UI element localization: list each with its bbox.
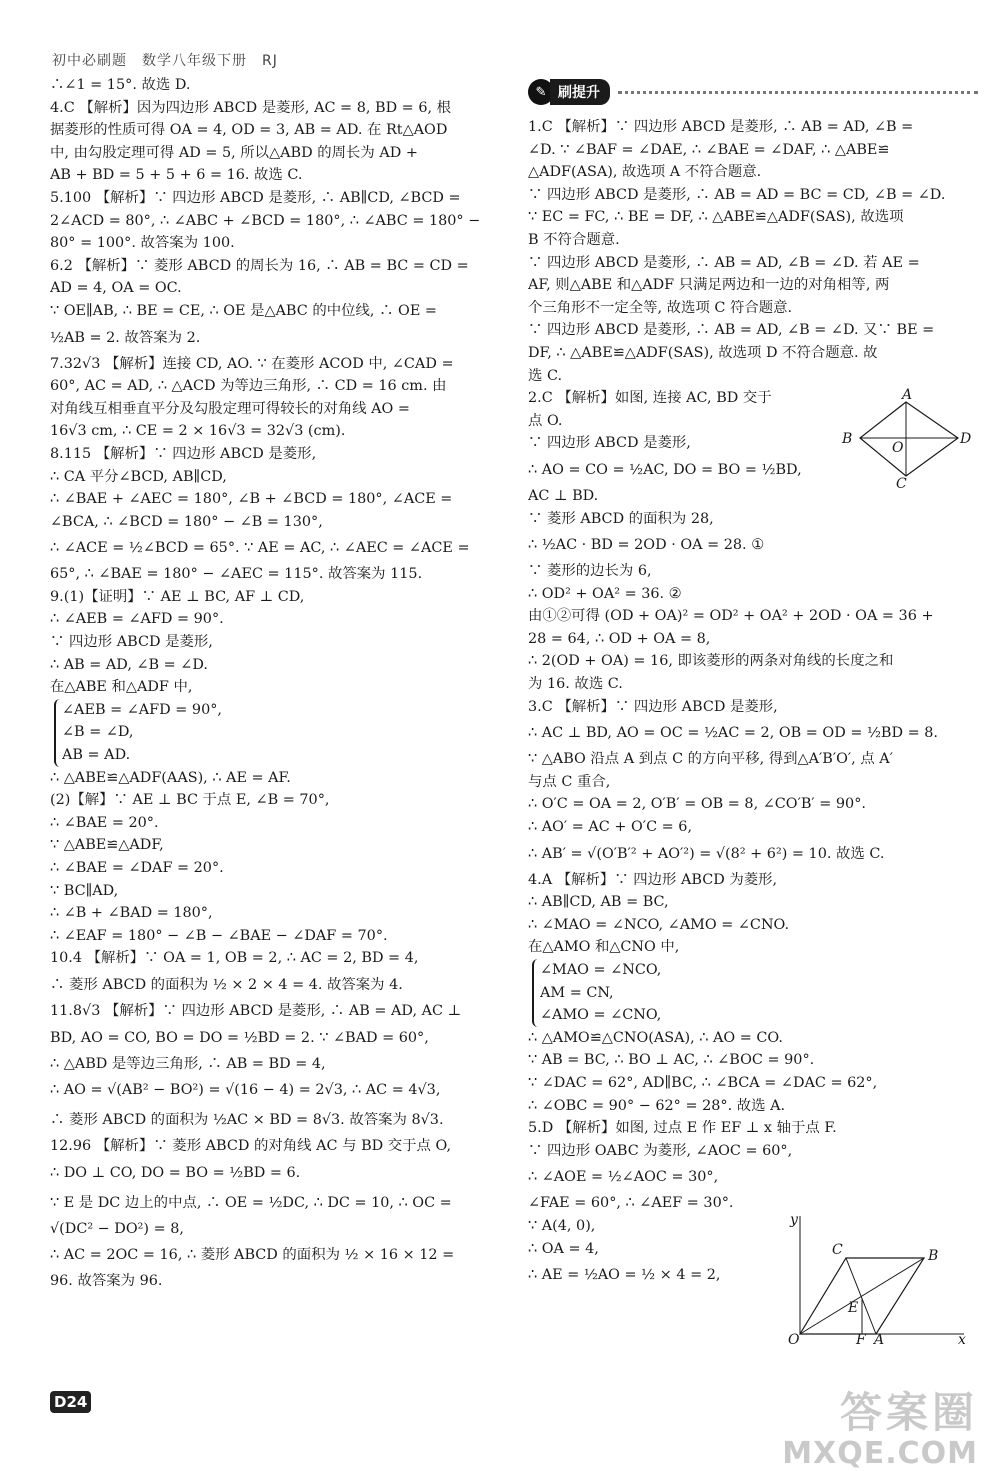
answer-line: ∵ ∠DAC = 62°, AD∥BC, ∴ ∠BCA = ∠DAC = 62°, <box>528 1074 878 1091</box>
answer-line: ∵ A(4, 0), <box>528 1217 596 1234</box>
answer-line: 60°, AC = AD, ∴ △ACD 为等边三角形, ∴ CD = 16 cm. 由 <box>50 378 447 395</box>
answer-line: ∠FAE = 60°, ∴ ∠AEF = 30°. <box>528 1195 734 1212</box>
answer-line: ∵ △ABO 沿点 A 到点 C 的方向平移, 得到△A′B′O′, 点 A′ <box>528 751 893 768</box>
answer-line: ∴ ∠EAF = 180° − ∠B − ∠BAE − ∠DAF = 70°. <box>50 927 388 944</box>
right-column <box>528 116 970 1290</box>
answer-line: 在△ABE 和△ADF 中, <box>50 679 193 696</box>
answer-line: 9.(1)【证明】∵ AE ⊥ BC, AF ⊥ CD, <box>50 588 305 605</box>
page-header: 初中必刷题 数学八年级下册 RJ <box>52 53 278 69</box>
answer-line: 2∠ACD = 80°, ∴ ∠ABC + ∠BCD = 180°, ∴ ∠ABC = 180° − <box>50 212 481 229</box>
answer-line: ∵ 四边形 ABCD 是菱形, ∴ AB = AD, ∠B = ∠D. 又∵ BE = <box>528 322 935 339</box>
answer-line: 个三角形不一定全等, 故选项 C 符合题意. <box>528 299 793 316</box>
label-c: C <box>896 476 907 488</box>
answer-line: 1.C 【解析】∵ 四边形 ABCD 是菱形, ∴ AB = AD, ∠B = <box>528 119 914 135</box>
answer-line: ∵ 四边形 ABCD 是菱形, ∴ AB = AD = BC = CD, ∠B = ∠D. <box>528 186 946 203</box>
answer-line: ∴ △ABD 是等边三角形, ∴ AB = BD = 4, <box>50 1055 326 1072</box>
answer-line: 96. 故答案为 96. <box>50 1273 163 1290</box>
answer-line: ∴ AB′ = √(O′B′² + AO′²) = √(8² + 6²) = 10. 故选 C. <box>528 845 885 862</box>
answer-line: AF, 则△ABE 和△ADF 只满足两边和一边的对角相等, 两 <box>528 277 890 294</box>
label-b: B <box>842 431 853 447</box>
answer-line: 28 = 64, ∴ OD + OA = 8, <box>528 630 711 647</box>
answer-line: AM = CN, <box>540 984 614 1001</box>
answer-line: ∴ ∠BAE + ∠AEC = 180°, ∠B + ∠BCD = 180°, ∠ACE = <box>50 491 453 508</box>
answer-line: 80° = 100°. 故答案为 100. <box>50 235 235 252</box>
answer-line: ∴ ½AC · BD = 2OD · OA = 28. ① <box>528 537 765 554</box>
answer-line: ∴ ∠BAE = 20°. <box>50 814 159 831</box>
answer-line: 10.4 【解析】∵ OA = 1, OB = 2, ∴ AC = 2, BD = 4, <box>50 950 419 967</box>
answer-line: AD = 4, OA = OC. <box>50 280 182 297</box>
answer-line: 12.96 【解析】∵ 菱形 ABCD 的对角线 AC 与 BD 交于点 O, <box>50 1138 452 1155</box>
answer-line: 中, 由勾股定理可得 AD = 5, 所以△ABD 的周长为 AD + <box>50 144 418 161</box>
answer-line: ∴ AB∥CD, AB = BC, <box>528 894 669 911</box>
answer-line: B 不符合题意. <box>528 231 620 248</box>
answer-line: ∴ ∠BAE = ∠DAF = 20°. <box>50 860 224 876</box>
answer-line: 8.115 【解析】∵ 四边形 ABCD 是菱形, <box>50 445 317 462</box>
answer-line: ∴ ∠AOE = ½∠AOC = 30°, <box>528 1169 719 1186</box>
answer-line: ∵ 四边形 ABCD 是菱形, <box>50 634 213 651</box>
answer-line: ∴ ∠ACE = ½∠BCD = 65°. ∵ AE = AC, ∴ ∠AEC = ∠ACE = <box>50 540 470 557</box>
answer-line: 16√3 cm, ∴ CE = 2 × 16√3 = 32√3 (cm). <box>50 423 346 440</box>
answer-line: 4.C 【解析】因为四边形 ABCD 是菱形, AC = 8, BD = 6, 根 <box>50 99 452 116</box>
label-e: E <box>848 1300 859 1316</box>
page-number-tag: D24 <box>50 1391 91 1413</box>
answer-line: ∴ 2(OD + OA) = 16, 即该菱形的两条对角线的长度之和 <box>528 653 894 670</box>
section-badge <box>528 78 978 106</box>
watermark <box>782 1380 978 1471</box>
answer-line: DF, ∴ △ABE≌△ADF(SAS), 故选项 D 不符合题意. 故 <box>528 344 878 361</box>
answer-line: ∴ AC ⊥ BD, AO = OC = ½AC = 2, OB = OD = ½BD = 8. <box>528 725 938 742</box>
answer-line: ∴ CA 平分∠BCD, AB∥CD, <box>50 468 227 485</box>
answer-line: 2.C 【解析】如图, 连接 AC, BD 交于 <box>528 390 772 407</box>
answer-line: AB + BD = 5 + 5 + 6 = 16. 故选 C. <box>50 167 303 184</box>
label-a: A <box>902 388 913 403</box>
rhombus-outline <box>860 402 958 476</box>
label-o: O <box>892 440 904 456</box>
answer-line: 选 C. <box>528 367 563 384</box>
label-y: y <box>790 1212 798 1228</box>
answer-line: ∵ 菱形 ABCD 的面积为 28, <box>528 510 714 527</box>
answer-line: 65°, ∴ ∠BAE = 180° − ∠AEC = 115°. 故答案为 115. <box>50 566 423 583</box>
answer-line: ∵ 四边形 OABC 为菱形, ∠AOC = 60°, <box>528 1142 793 1159</box>
answer-line: ∵ AB = BC, ∴ BO ⊥ AC, ∴ ∠BOC = 90°. <box>528 1052 815 1069</box>
answer-line: 6.2 【解析】∵ 菱形 ABCD 的周长为 16, ∴ AB = BC = CD = <box>50 257 469 274</box>
answer-line: ∴ 菱形 ABCD 的面积为 ½AC × BD = 8√3. 故答案为 8√3. <box>50 1112 444 1129</box>
answer-line: ∴ △AMO≌△CNO(ASA), ∴ AO = CO. <box>528 1029 783 1046</box>
answer-line: 对角线互相垂直平分及勾股定理可得较长的对角线 AO = <box>50 400 410 417</box>
answer-line: ∴ OA = 4, <box>528 1240 599 1257</box>
answer-line: 为 16. 故选 C. <box>528 676 623 693</box>
left-column <box>50 74 498 1293</box>
label-d: D <box>960 431 972 447</box>
answer-line: ∵ EC = FC, ∴ BE = DF, ∴ △ABE≌△ADF(SAS), 故选项 <box>528 209 904 226</box>
answer-line: ∴ OD² + OA² = 36. ② <box>528 585 682 602</box>
diagonal-ac <box>846 1258 876 1334</box>
answer-line: ∴ ∠B + ∠BAD = 180°, <box>50 905 213 922</box>
answer-line: ∠BCA, ∴ ∠BCD = 180° − ∠B = 130°, <box>50 513 323 530</box>
answer-line: ∴∠1 = 15°. 故选 D. <box>50 77 191 93</box>
answer-line: AB = AD. <box>62 747 131 764</box>
answer-line: ∵ 四边形 ABCD 是菱形, <box>528 435 691 452</box>
answer-line: ∴ O′C = OA = 2, O′B′ = OB = 8, ∠CO′B′ = 90°. <box>528 796 866 813</box>
answer-line: ∵ OE∥AB, ∴ BE = CE, ∴ OE 是△ABC 的中位线, ∴ OE = <box>50 302 437 319</box>
section-badge-divider <box>618 91 978 94</box>
rhombus-figure <box>836 388 976 488</box>
label-b: B <box>928 1248 939 1264</box>
answer-line: ∴ AO = CO = ½AC, DO = BO = ½BD, <box>528 461 802 478</box>
answer-line: ∴ DO ⊥ CO, DO = BO = ½BD = 6. <box>50 1164 301 1181</box>
answer-line: 7.32√3 【解析】连接 CD, AO. ∵ 在菱形 ACOD 中, ∠CAD = <box>50 355 454 372</box>
answer-line: ∴ ∠OBC = 90° − 62° = 28°. 故选 A. <box>528 1097 786 1114</box>
answer-line: ∴ △ABE≌△ADF(AAS), ∴ AE = AF. <box>50 769 291 786</box>
answer-line: 5.D 【解析】如图, 过点 E 作 EF ⊥ x 轴于点 F. <box>528 1120 837 1137</box>
answer-line: ∠AEB = ∠AFD = 90°, <box>62 701 222 718</box>
answer-line: ∠AMO = ∠CNO, <box>540 1007 662 1024</box>
answer-line: ∵ 四边形 ABCD 是菱形, ∴ AB = AD, ∠B = ∠D. 若 AE = <box>528 254 920 271</box>
answer-line: ∴ AB = AD, ∠B = ∠D. <box>50 656 208 673</box>
answer-line: ∴ AC = 2OC = 16, ∴ 菱形 ABCD 的面积为 ½ × 16 × 12 = <box>50 1247 455 1264</box>
label-a: A <box>874 1332 885 1346</box>
answer-line: 由①②可得 (OD + OA)² = OD² + OA² + 2OD · OA = 36 + <box>528 608 934 625</box>
answer-line: 在△AMO 和△CNO 中, <box>528 939 680 956</box>
answer-line: 与点 C 重合, <box>528 773 611 790</box>
section-badge-icon: ✎ <box>528 79 554 105</box>
answer-line: (2)【解】∵ AE ⊥ BC 于点 E, ∠B = 70°, <box>50 792 330 809</box>
answer-line: ∴ AE = ½AO = ½ × 4 = 2, <box>528 1267 721 1284</box>
answer-line: 3.C 【解析】∵ 四边形 ABCD 是菱形, <box>528 698 778 715</box>
label-x: x <box>958 1332 966 1346</box>
answer-line: ∴ ∠MAO = ∠NCO, ∠AMO = ∠CNO. <box>528 916 790 933</box>
label-o: O <box>788 1332 800 1346</box>
label-f: F <box>856 1332 866 1346</box>
condition-brace <box>532 959 970 1027</box>
section-badge-label: 刷提升 <box>550 79 610 105</box>
answer-line: 据菱形的性质可得 OA = 4, OD = 3, AB = AD. 在 Rt△AOD <box>50 122 448 139</box>
condition-brace <box>54 699 498 767</box>
answer-line: 5.100 【解析】∵ 四边形 ABCD 是菱形, ∴ AB∥CD, ∠BCD = <box>50 189 461 206</box>
answer-line: ½AB = 2. 故答案为 2. <box>50 329 201 346</box>
answer-line: BD, AO = CO, BO = DO = ½BD = 2. ∵ ∠BAD = 60°, <box>50 1029 429 1046</box>
coordinate-figure <box>784 1210 970 1346</box>
watermark-title: 答案圈 <box>839 1388 978 1437</box>
answer-line: √(DC² − DO²) = 8, <box>50 1220 184 1237</box>
answer-line: ∵ △ABE≌△ADF, <box>50 837 164 854</box>
answer-line: 11.8√3 【解析】∵ 四边形 ABCD 是菱形, ∴ AB = AD, AC ⊥ <box>50 1002 462 1019</box>
watermark-url: MXQE.COM <box>782 1436 978 1471</box>
answer-line: ∴ 菱形 ABCD 的面积为 ½ × 2 × 4 = 4. 故答案为 4. <box>50 976 403 993</box>
answer-line: ∴ ∠AEB = ∠AFD = 90°. <box>50 611 224 628</box>
answer-line: ∠D. ∵ ∠BAF = ∠DAE, ∴ ∠BAE = ∠DAF, ∴ △ABE≌ <box>528 141 890 158</box>
answer-line: ∠B = ∠D, <box>62 724 134 741</box>
label-c: C <box>832 1242 843 1258</box>
answer-line: △ADF(ASA), 故选项 A 不符合题意. <box>528 164 762 181</box>
answer-line: ∵ 菱形的边长为 6, <box>528 563 652 580</box>
answer-line: ∵ E 是 DC 边上的中点, ∴ OE = ½DC, ∴ DC = 10, ∴ OC = <box>50 1194 452 1211</box>
answer-line: 4.A 【解析】∵ 四边形 ABCD 为菱形, <box>528 871 778 888</box>
answer-line: 点 O. <box>528 412 563 429</box>
answer-line: ∵ BC∥AD, <box>50 882 119 899</box>
answer-line: ∴ AO′ = AC + O′C = 6, <box>528 819 693 836</box>
answer-line: ∴ AO = √(AB² − BO²) = √(16 − 4) = 2√3, ∴ AC = 4√3, <box>50 1082 441 1099</box>
answer-line: AC ⊥ BD. <box>528 487 599 504</box>
answer-line: ∠MAO = ∠NCO, <box>540 962 662 978</box>
